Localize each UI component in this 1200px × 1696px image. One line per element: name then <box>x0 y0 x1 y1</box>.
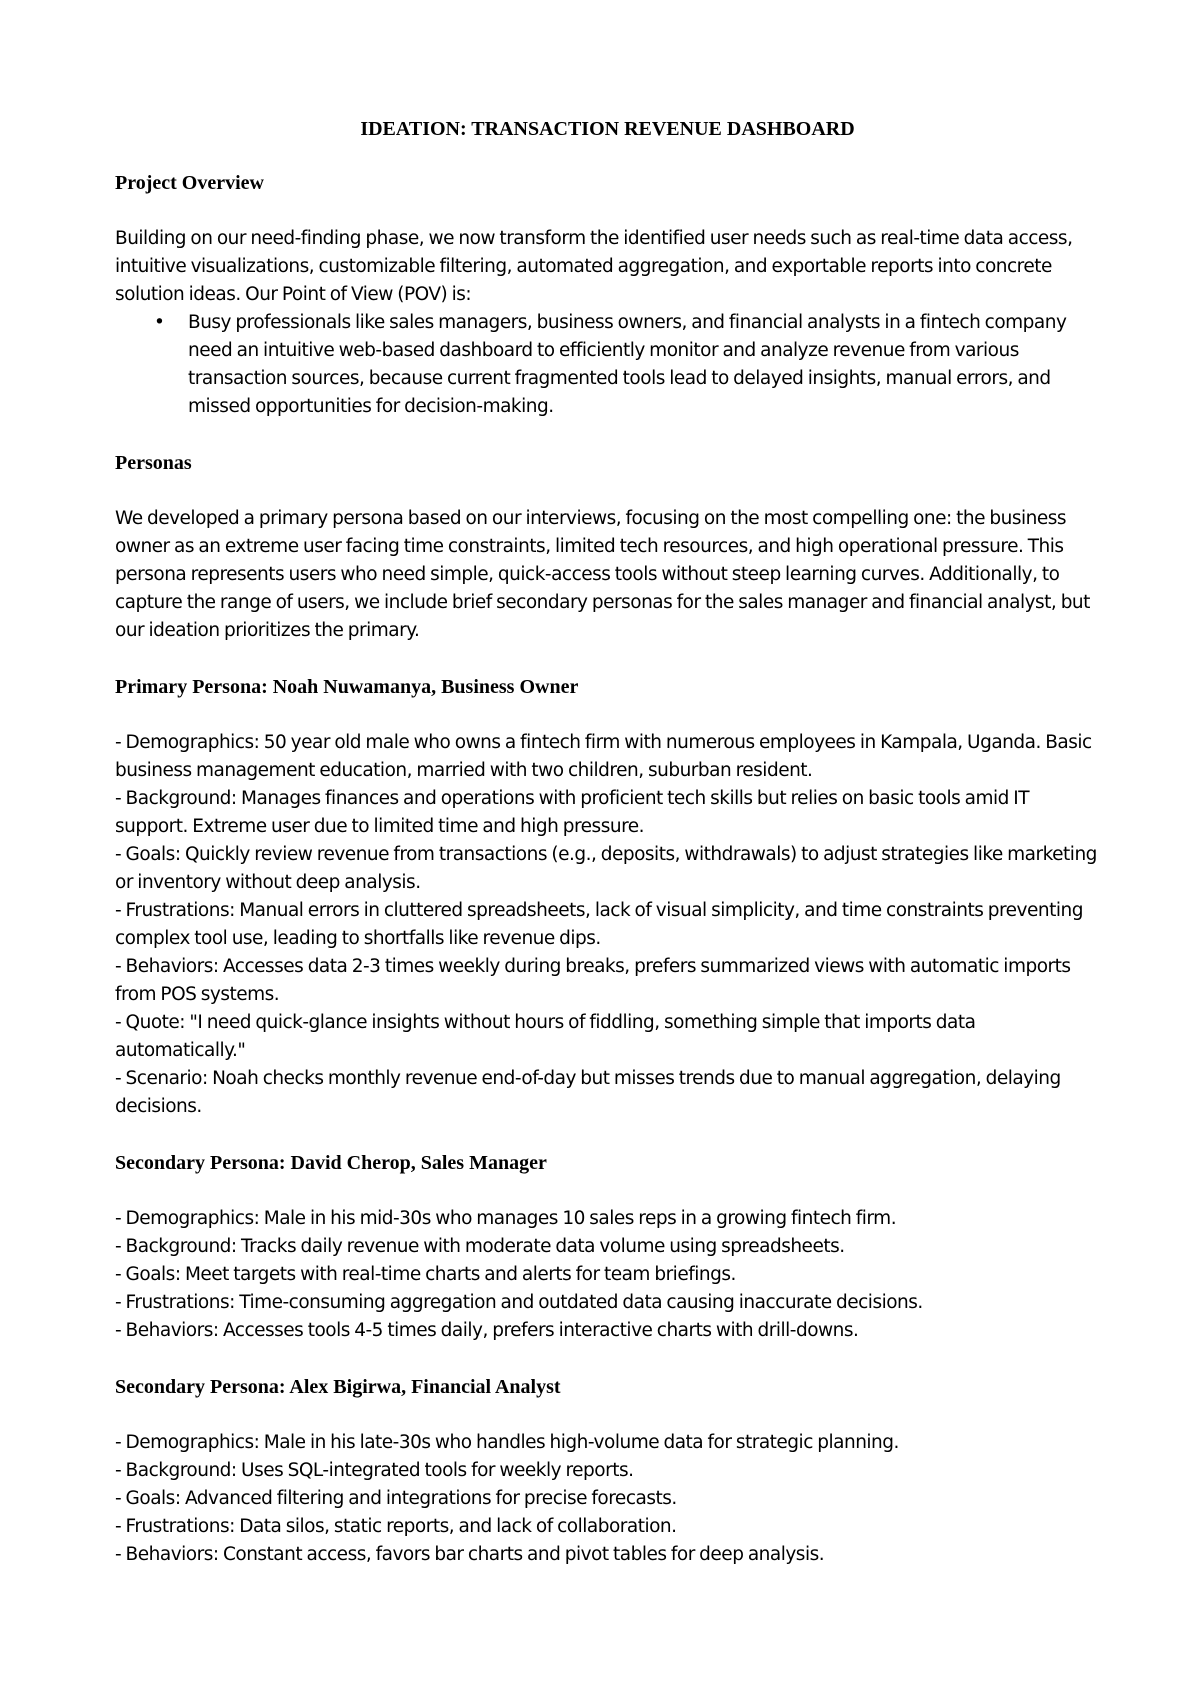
attribute-line: - Behaviors: Accesses tools 4-5 times daily, prefers interactive charts with drill-downs. <box>115 1320 859 1341</box>
attribute-line: - Goals: Quickly review revenue from transactions (e.g., deposits, withdrawals) to adjust strategies like marketing or inventory without deep analysis. <box>115 844 1097 893</box>
overview-paragraph: Building on our need-finding phase, we now transform the identified user needs such as real-time data access, intuitive visualizations, customizable filtering, automated aggregation, and exportable reports into concrete solution ideas. Our Point of View (POV) is: <box>115 228 1073 305</box>
pov-bullet-text: Busy professionals like sales managers, business owners, and financial analysts in a fintech company need an intuitive web-based dashboard to efficiently monitor and analyze revenue from various transaction sources, because current fragmented tools lead to delayed insights, manual errors, and missed opportunities for decision-making. <box>188 312 1067 417</box>
attribute-line: - Quote: "I need quick-glance insights without hours of fiddling, something simple that imports data automatically." <box>115 1012 976 1061</box>
attribute-line: - Background: Uses SQL-integrated tools for weekly reports. <box>115 1460 634 1481</box>
attribute-line: - Scenario: Noah checks monthly revenue end-of-day but misses trends due to manual aggregation, delaying decisions. <box>115 1068 1061 1117</box>
sales-persona-attributes <box>115 1205 1100 1345</box>
attribute-line: - Frustrations: Time-consuming aggregation and outdated data causing inaccurate decisions. <box>115 1292 923 1313</box>
attribute-line: - Demographics: 50 year old male who owns a fintech firm with numerous employees in Kampala, Uganda. Basic business management education, married with two children, suburban resident. <box>115 732 1092 781</box>
overview-heading: Project Overview <box>115 172 264 194</box>
attribute-line: - Demographics: Male in his late-30s who handles high-volume data for strategic planning. <box>115 1432 899 1453</box>
primary-persona-heading: Primary Persona: Noah Nuwamanya, Business Owner <box>115 676 579 698</box>
personas-heading: Personas <box>115 452 192 474</box>
pov-bullet-item <box>115 309 1100 421</box>
attribute-line: - Behaviors: Accesses data 2-3 times weekly during breaks, prefers summarized views with automatic imports from POS systems. <box>115 956 1071 1005</box>
attribute-line: - Background: Manages finances and operations with proficient tech skills but relies on basic tools amid IT support. Extreme user due to limited time and high pressure. <box>115 788 1030 837</box>
attribute-line: - Goals: Meet targets with real-time charts and alerts for team briefings. <box>115 1264 736 1285</box>
attribute-line: - Frustrations: Manual errors in cluttered spreadsheets, lack of visual simplicity, and time constraints preventing complex tool use, leading to shortfalls like revenue dips. <box>115 900 1083 949</box>
attribute-line: - Background: Tracks daily revenue with moderate data volume using spreadsheets. <box>115 1236 845 1257</box>
attribute-line: - Behaviors: Constant access, favors bar charts and pivot tables for deep analysis. <box>115 1544 825 1565</box>
document-body <box>115 115 1100 1597</box>
primary-persona-attributes <box>115 729 1100 1121</box>
bullet-icon: • <box>154 312 165 333</box>
analyst-persona-attributes <box>115 1429 1100 1569</box>
pov-bullet-list <box>115 309 1100 421</box>
attribute-line: - Demographics: Male in his mid-30s who manages 10 sales reps in a growing fintech firm. <box>115 1208 897 1229</box>
attribute-line: - Goals: Advanced filtering and integrations for precise forecasts. <box>115 1488 677 1509</box>
analyst-persona-heading: Secondary Persona: Alex Bigirwa, Financial Analyst <box>115 1376 561 1398</box>
personas-paragraph: We developed a primary persona based on our interviews, focusing on the most compelling one: the business owner as an extreme user facing time constraints, limited tech resources, and high operational pressure. This persona represents users who need simple, quick-access tools without steep learning curves. Additionally, to capture the range of users, we include brief secondary personas for the sales manager and financial analyst, but our ideation prioritizes the primary. <box>115 508 1090 641</box>
attribute-line: - Frustrations: Data silos, static reports, and lack of collaboration. <box>115 1516 677 1537</box>
document-title: IDEATION: TRANSACTION REVENUE DASHBOARD <box>360 118 855 140</box>
sales-persona-heading: Secondary Persona: David Cherop, Sales Manager <box>115 1152 547 1174</box>
